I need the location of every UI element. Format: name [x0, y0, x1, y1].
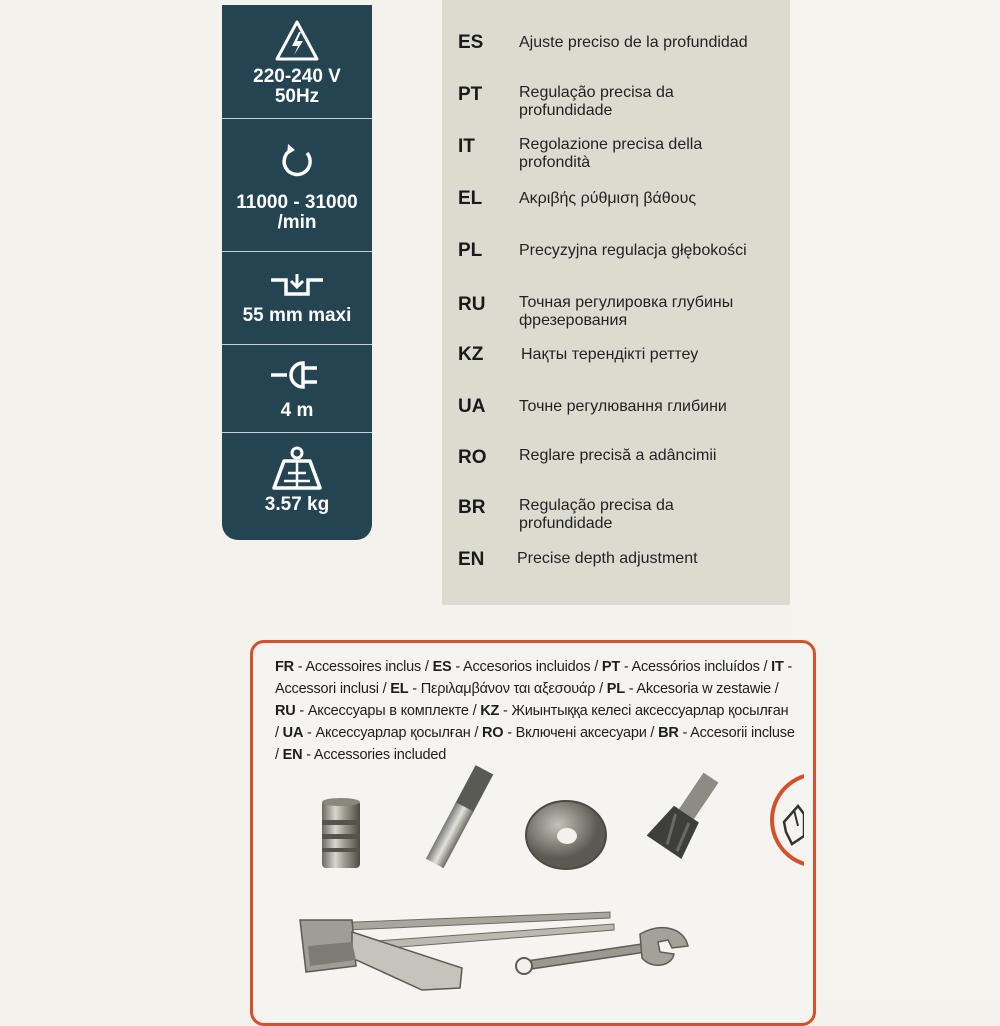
- caption-lang-code: RU: [275, 703, 296, 719]
- spec-weight-text: 3.57 kg: [264, 494, 330, 515]
- spanner-wrench-illustration: [512, 922, 692, 978]
- safety-warning-icon: [764, 770, 804, 870]
- caption-lang-text: - Accesorios incluidos /: [451, 659, 602, 675]
- caption-lang-text: - Жиынтыққа келесі аксессуарлар қосылған /: [275, 703, 789, 741]
- lang-code: PL: [458, 240, 483, 261]
- spec-panel: [222, 5, 372, 540]
- caption-lang-text: - Аксессуары в комплекте /: [295, 703, 481, 719]
- lang-text: Ακριβής ρύθμιση βάθους: [519, 190, 697, 207]
- weight-icon: [270, 445, 324, 491]
- caption-lang-code: KZ: [480, 703, 500, 719]
- caption-lang-code: FR: [275, 659, 294, 675]
- spec-cord: [222, 344, 372, 432]
- straight-router-bit-illustration: [405, 762, 515, 874]
- spec-depth: [222, 251, 372, 344]
- caption-lang-code: EL: [390, 681, 409, 697]
- spec-speed-text: 11000 - 31000 /min: [236, 192, 358, 233]
- caption-lang-text: - Аксессуарлар қосылған /: [303, 725, 483, 741]
- lang-text: Точная регулировка глубины фрезерования: [519, 294, 734, 329]
- lang-text: Regolazione precisa della profondità: [519, 136, 703, 171]
- caption-lang-text: - Akcesoria w zestawie /: [624, 681, 779, 697]
- spec-weight: [222, 432, 372, 541]
- lang-code: ES: [458, 32, 484, 53]
- lang-text: Precise depth adjustment: [517, 550, 698, 567]
- caption-lang-code: RO: [482, 725, 504, 741]
- lang-code: RO: [458, 447, 487, 468]
- lang-code: RU: [458, 294, 486, 315]
- lang-text: Точне регулювання глибини: [519, 398, 727, 415]
- spec-voltage-text: 220-240 V 50Hz: [253, 66, 341, 107]
- plunge-depth-icon: [268, 272, 326, 298]
- lang-code: UA: [458, 396, 486, 417]
- lang-text: Regulação precisa da profundidade: [519, 497, 674, 532]
- spec-cord-text: 4 m: [280, 400, 314, 421]
- accessories-caption: [275, 656, 795, 766]
- lang-code: EN: [458, 549, 485, 570]
- caption-lang-text: - Accessori inclusi /: [275, 659, 793, 697]
- dovetail-router-bit-illustration: [645, 770, 725, 866]
- caption-lang-text: - Acessórios incluídos /: [620, 659, 772, 675]
- lang-text: Ajuste preciso de la profundidad: [519, 34, 748, 51]
- caption-lang-code: EN: [282, 747, 303, 763]
- lang-code: EL: [458, 188, 483, 209]
- rotation-speed-icon: [277, 141, 317, 181]
- power-cord-icon: [269, 359, 325, 391]
- lang-code: KZ: [458, 344, 484, 365]
- caption-lang-code: BR: [658, 725, 679, 741]
- caption-lang-text: - Accessoires inclus /: [293, 659, 433, 675]
- caption-lang-text: - Включені аксесуари /: [503, 725, 659, 741]
- guide-washer-illustration: [523, 797, 609, 873]
- lang-code: IT: [458, 136, 475, 157]
- spec-voltage: [222, 5, 372, 117]
- caption-lang-text: - Accessories included: [302, 747, 447, 763]
- language-panel: [442, 0, 790, 605]
- background-strip: [790, 0, 1000, 1000]
- caption-lang-text: - Accesorii incluse /: [275, 725, 795, 763]
- caption-lang-code: PL: [606, 681, 625, 697]
- lang-text: Precyzyjna regulacja głębokości: [519, 242, 747, 259]
- caption-lang-code: PT: [601, 659, 621, 675]
- spec-speed: [222, 118, 372, 251]
- lang-code: PT: [458, 84, 483, 105]
- caption-lang-code: IT: [771, 659, 784, 675]
- caption-lang-code: UA: [282, 725, 304, 741]
- voltage-warning-icon: [274, 19, 320, 63]
- lang-code: BR: [458, 497, 486, 518]
- lang-text: Нақты терендікті реттеу: [521, 346, 699, 363]
- spec-depth-text: 55 mm maxi: [242, 305, 352, 326]
- lang-text: Regulação precisa da profundidade: [519, 84, 674, 119]
- collet-illustration: [318, 796, 364, 872]
- caption-lang-text: - Περιλαμβάνον ται αξεσουάρ /: [408, 681, 607, 697]
- caption-lang-code: ES: [432, 659, 452, 675]
- lang-text: Reglare precisă a adâncimii: [519, 447, 717, 464]
